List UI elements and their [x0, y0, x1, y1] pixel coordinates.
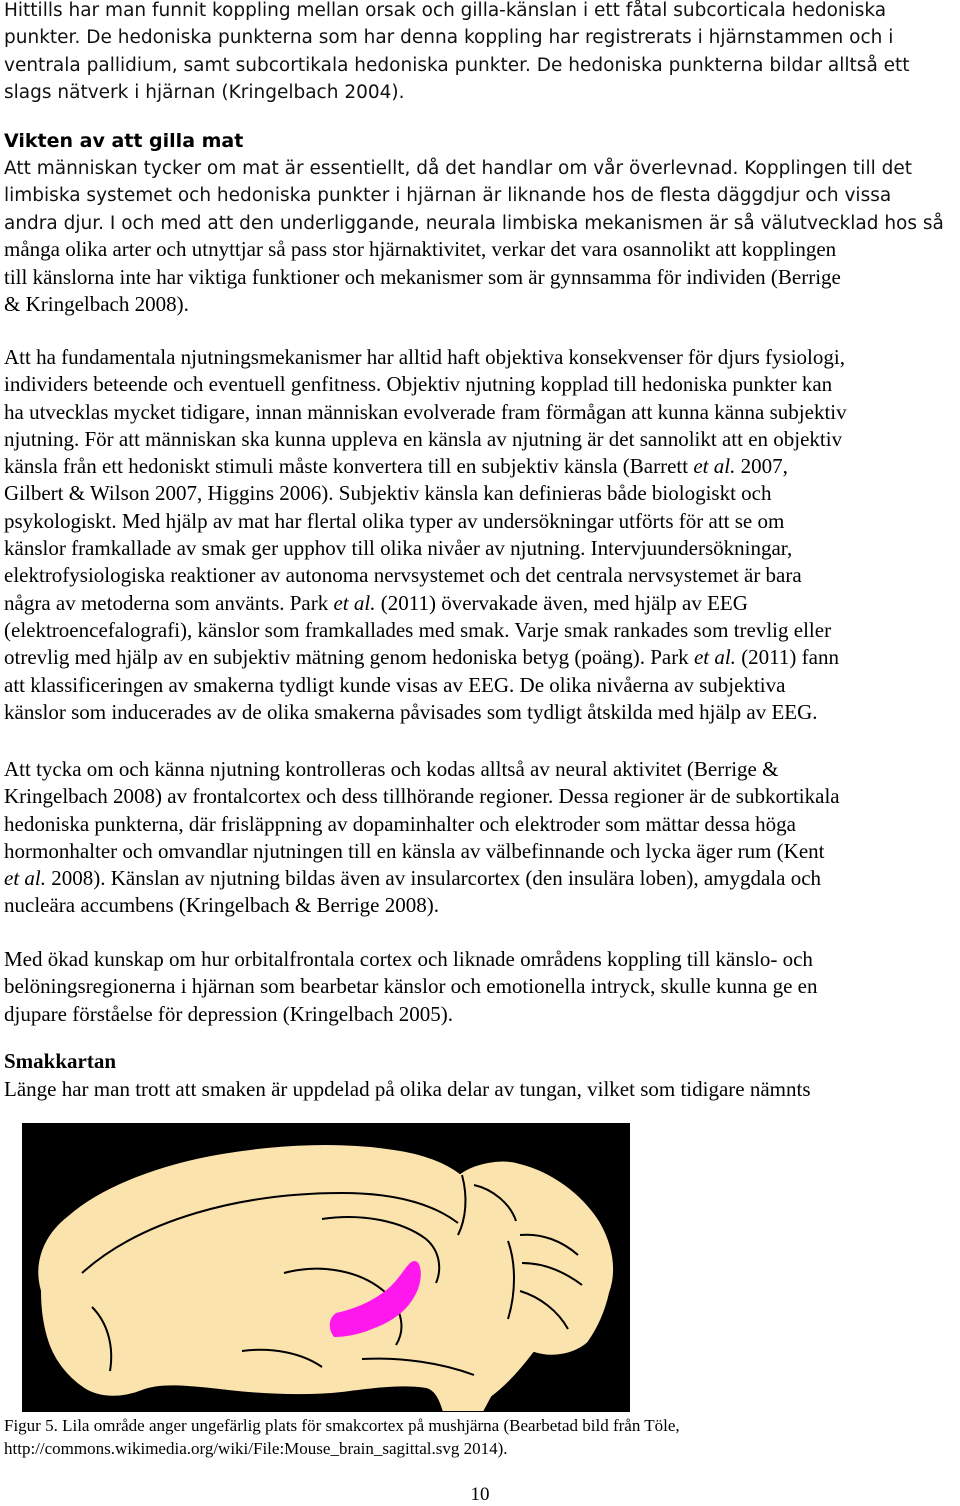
text-line: punkter. De hedoniska punkterna som har denna koppling har registrerats i hjärnstammen och i — [4, 27, 894, 49]
text-line: att klassificeringen av smakerna tydligt kunde visas av EEG. De olika nivåerna av subjektiva — [4, 672, 786, 697]
text-line: till känslorna inte har viktiga funktioner och mekanismer som är gynnsamma för individen (Berrige — [4, 264, 841, 289]
figure-caption — [4, 1414, 954, 1460]
text-line: Att människan tycker om mat är essentiellt, då det handlar om vår överlevnad. Kopplingen till det — [4, 158, 912, 179]
text-run: (2011) fann — [735, 645, 839, 670]
text-run: 2008). Känslan av njutning bildas även av insularcortex (den insulära loben), amygdala och — [46, 866, 822, 891]
text-line: njutning. För att människan ska kunna uppleva en känsla av njutning är det sannolikt att en objektiv — [4, 426, 843, 451]
text-run: (2011) övervakade även, med hjälp av EEG — [375, 590, 748, 615]
text-line: & Kringelbach 2008). — [4, 291, 189, 316]
italic-run: et al. — [693, 645, 736, 670]
mouse-brain-illustration — [22, 1123, 630, 1412]
text-line: ventrala pallidium, samt subcortikala hedoniska punkter. De hedoniska punkterna bildar alltså ett — [4, 54, 910, 76]
text-line: Hittills har man funnit koppling mellan orsak och gilla-känslan i ett fåtal subcorticala hedoniska — [4, 0, 887, 21]
text-line: (elektroencefalografi), känslor som framkallades med smak. Varje smak rankades som trevlig eller — [4, 617, 832, 642]
text-line: Med ökad kunskap om hur orbitalfrontala cortex och liknade områdens koppling till känslo- och — [4, 947, 813, 971]
text-line: känslor som inducerades av de olika smakerna påvisades som tydligt åtskilda med hjälp av EEG. — [4, 699, 818, 724]
text-line: ha utvecklas mycket tidigare, innan människan evolverade fram förmågan att kunna känna subjektiv — [4, 399, 847, 424]
italic-run: et al. — [4, 866, 46, 891]
text-line: djupare förståelse för depression (Kringelbach 2005). — [4, 1001, 454, 1026]
figure-mouse-brain — [22, 1123, 630, 1412]
text-line: nucleära accumbens (Kringelbach & Berrige 2008). — [4, 893, 439, 918]
text-line: slags nätverk i hjärnan (Kringelbach 2004). — [4, 81, 405, 103]
text-line: Kringelbach 2008) av frontalcortex och dess tillhörande regioner. Dessa regioner är de subkortikala — [4, 784, 840, 809]
paragraph-2 — [4, 344, 954, 726]
text-line: känslor framkallade av smak ger upphov till olika nivåer av njutning. Intervjuundersökningar, — [4, 536, 793, 561]
text-line: Gilbert & Wilson 2007, Higgins 2006). Subjektiv känsla kan definieras både biologiskt och — [4, 481, 772, 506]
text-run: 2007, — [735, 454, 788, 479]
section2-first-line: Länge har man trott att smaken är uppdelad på olika delar av tungan, vilket som tidigare nämnts — [4, 1077, 811, 1101]
text-line: många olika arter och utnyttjar så pass stor hjärnaktivitet, verkar det vara osannolikt att kopplingen — [4, 237, 837, 262]
section-heading: Smakkartan — [4, 1049, 117, 1073]
text-line: limbiska systemet och hedoniska punkter i hjärnan är liknande hos de flesta däggdjur och vissa — [4, 185, 892, 207]
italic-run: et al. — [333, 590, 376, 615]
text-line: belöningsregionerna i hjärnan som bearbetar känslor och emotionella intryck, skulle kunna ge en — [4, 974, 818, 999]
text-line: elektrofysiologiska reaktioner av autonoma nervsystemet och det centrala nervsystemet är bara — [4, 563, 802, 588]
section-heading: Vikten av att gilla mat — [4, 130, 244, 152]
text-run: känsla från ett hedoniskt stimuli måste konvertera till en subjektiv känsla (Barrett — [4, 454, 694, 479]
paragraph-3 — [4, 756, 954, 920]
text-line: individers beteende och eventuell genfitness. Objektiv njutning kopplad till hedoniska punkter kan — [4, 372, 833, 397]
text-run: några av metoderna som använts. Park — [4, 590, 334, 615]
text-line — [4, 590, 954, 617]
text-line: Att tycka om och känna njutning kontrolleras och kodas alltså av neural aktivitet (Berrige & — [4, 757, 779, 781]
page-number: 10 — [470, 1484, 490, 1505]
text-line — [4, 644, 954, 671]
text-line — [4, 865, 954, 892]
caption-line: http://commons.wikimedia.org/wiki/File:Mouse_brain_sagittal.svg 2014). — [4, 1439, 508, 1458]
italic-run: et al. — [693, 454, 736, 479]
section1-paragraph-serif — [4, 209, 954, 318]
paragraph-4 — [4, 946, 954, 1028]
intro-paragraph — [4, 0, 954, 106]
text-line — [4, 453, 954, 480]
caption-line: Figur 5. Lila område anger ungefärlig plats för smakcortex på mushjärna (Bearbetad bild från Töle, — [4, 1416, 680, 1435]
text-line: hormonhalter och omvandlar njutningen till en känsla av välbefinnande och lycka äger rum (Kent — [4, 838, 825, 863]
text-line: hedoniska punkterna, där frisläppning av dopaminhalter och elektroder som mättar dessa höga — [4, 811, 796, 836]
text-run: andra djur. I och med att den underliggande, neurala limbiska mekanismen är så välutvecklad hos så — [4, 212, 944, 234]
text-run: otrevlig med hjälp av en subjektiv mätning genom hedoniska betyg (poäng). Park — [4, 645, 694, 670]
text-line: psykologiskt. Med hjälp av mat har flertal olika typer av undersökningar utförts för att se om — [4, 508, 785, 533]
text-line: Att ha fundamentala njutningsmekanismer har alltid haft objektiva konsekvenser för djurs fysiologi, — [4, 345, 845, 369]
